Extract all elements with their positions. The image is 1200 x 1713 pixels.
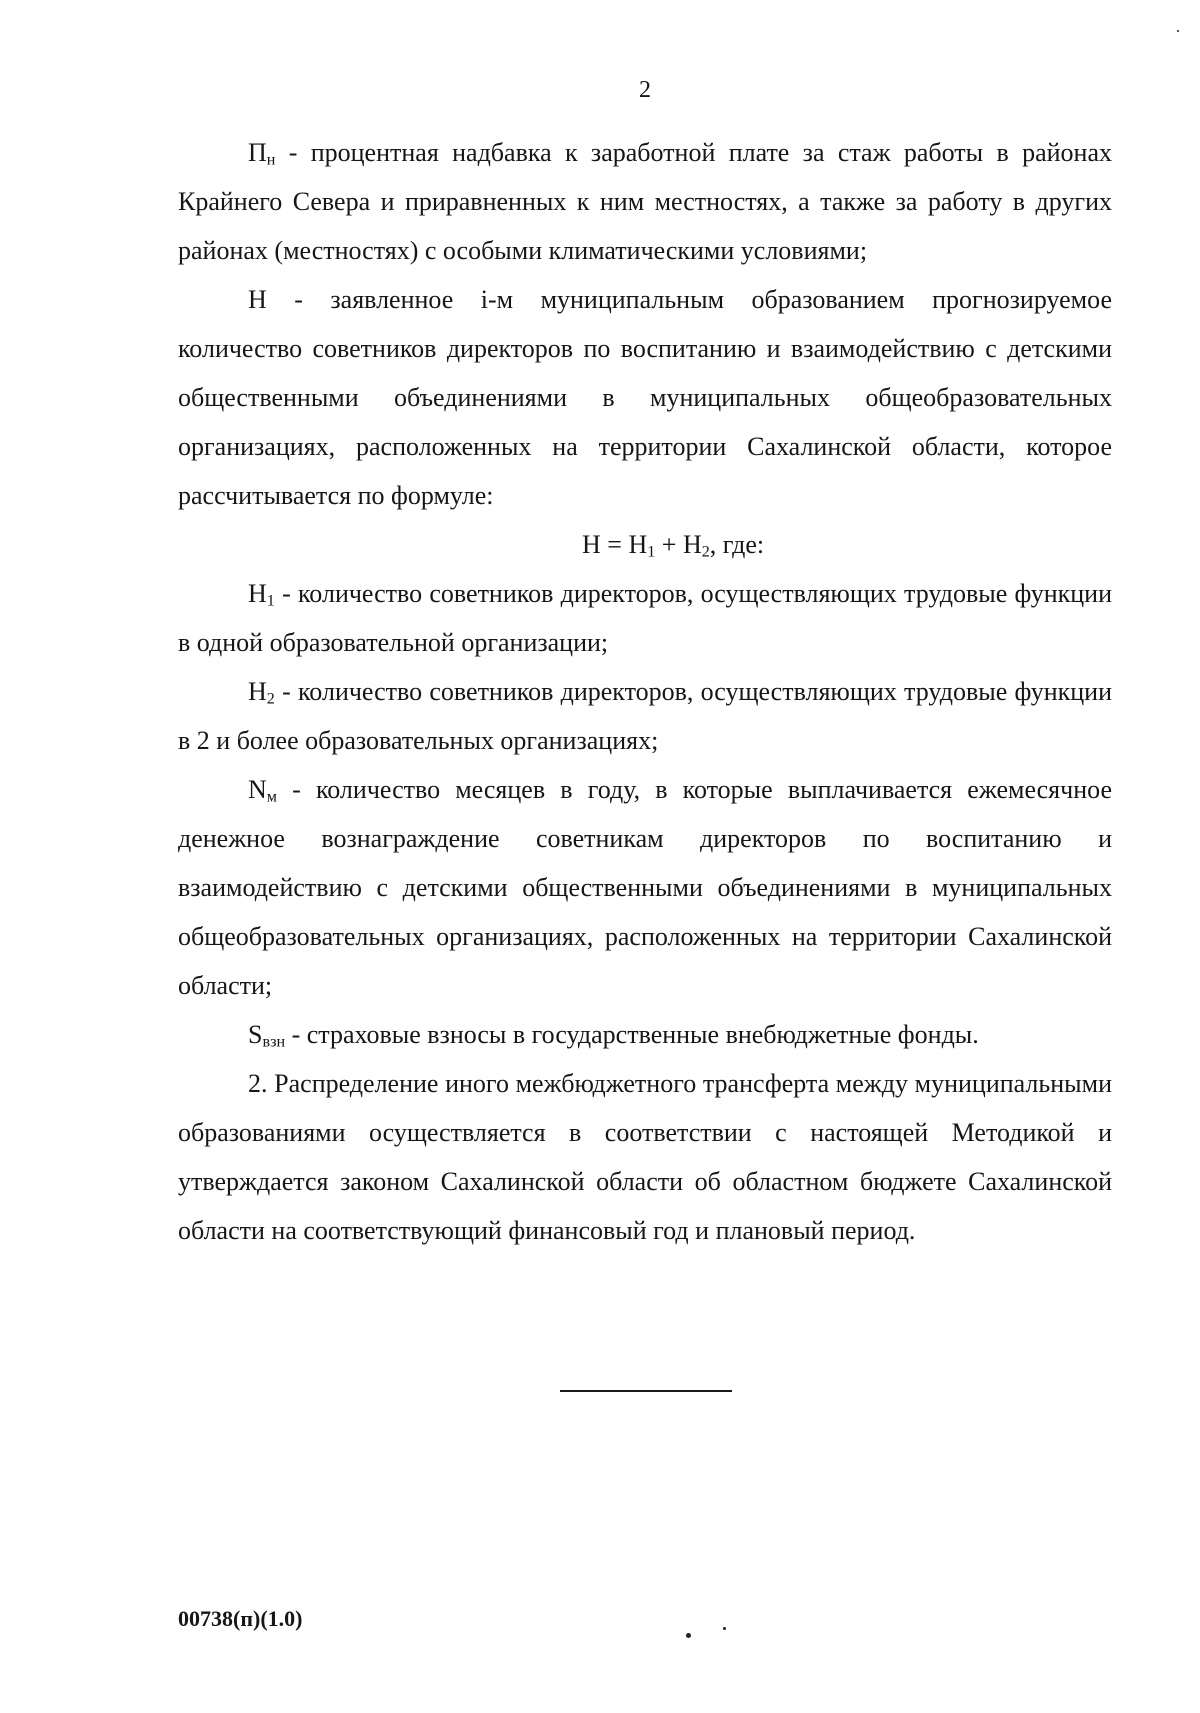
symbol: Н xyxy=(248,677,267,706)
end-of-text-rule xyxy=(560,1390,732,1392)
symbol-subscript: м xyxy=(266,788,277,806)
symbol: П xyxy=(248,138,267,167)
definition-nm xyxy=(178,765,1112,1010)
formula-sub-2: 2 xyxy=(701,543,710,561)
symbol-subscript: 2 xyxy=(266,690,275,708)
page-number: 2 xyxy=(639,77,651,103)
symbol: N xyxy=(248,775,267,804)
definition-n xyxy=(178,275,1112,520)
document-code: 00738(п)(1.0) xyxy=(178,1606,303,1631)
formula-middle: + Н xyxy=(655,530,702,559)
scan-speck xyxy=(686,1633,691,1638)
definition-n1 xyxy=(178,569,1112,667)
symbol: Н xyxy=(248,285,267,314)
scan-speck xyxy=(723,1627,726,1630)
document-body xyxy=(178,128,1112,1255)
formula xyxy=(178,520,1112,569)
scan-speck xyxy=(1177,30,1179,32)
definition-n2 xyxy=(178,667,1112,765)
symbol-subscript: 1 xyxy=(266,592,275,610)
symbol-subscript: взн xyxy=(262,1033,286,1051)
formula-left: Н = Н xyxy=(582,530,648,559)
definition-text: - процентная надбавка к заработной плате за стаж работы в районах Крайнего Севера и приравненных к ним местностях, а также за работу в других районах (местностях) с особыми климатическими условиями; xyxy=(178,138,1112,265)
definition-pn xyxy=(178,128,1112,275)
clause-2: 2. Распределение иного межбюджетного трансферта между муниципальными образованиями осуществляется в соответствии с настоящей Методикой и утверждается законом Сахалинской области об областном бюджете Сахалинской области на соответствующий финансовый год и плановый период. xyxy=(178,1069,1112,1245)
symbol: S xyxy=(248,1020,263,1049)
symbol: Н xyxy=(248,579,267,608)
formula-tail: , где: xyxy=(709,530,765,559)
definition-text: - количество месяцев в году, в которые выплачивается ежемесячное денежное вознаграждение советникам директоров по воспитанию и взаимодействию с детскими общественными объединениями в муниципальных общеобразовательных организациях, расположенных на территории Сахалинской области; xyxy=(178,775,1112,1000)
definition-text: - страховые взносы в государственные внебюджетные фонды. xyxy=(285,1020,979,1049)
definition-text: - заявленное i-м муниципальным образованием прогнозируемое количество советников директоров по воспитанию и взаимодействию с детскими общественными объединениями в муниципальных общеобразовательных организациях, расположенных на территории Сахалинской области, которое рассчитывается по формуле: xyxy=(178,285,1112,510)
definition-text: - количество советников директоров, осуществляющих трудовые функции в одной образовательной организации; xyxy=(178,579,1112,657)
definition-text: - количество советников директоров, осуществляющих трудовые функции в 2 и более образовательных организациях; xyxy=(178,677,1112,755)
symbol-subscript: н xyxy=(266,151,276,169)
formula-sub-1: 1 xyxy=(647,543,656,561)
definition-svzn xyxy=(178,1010,1112,1059)
